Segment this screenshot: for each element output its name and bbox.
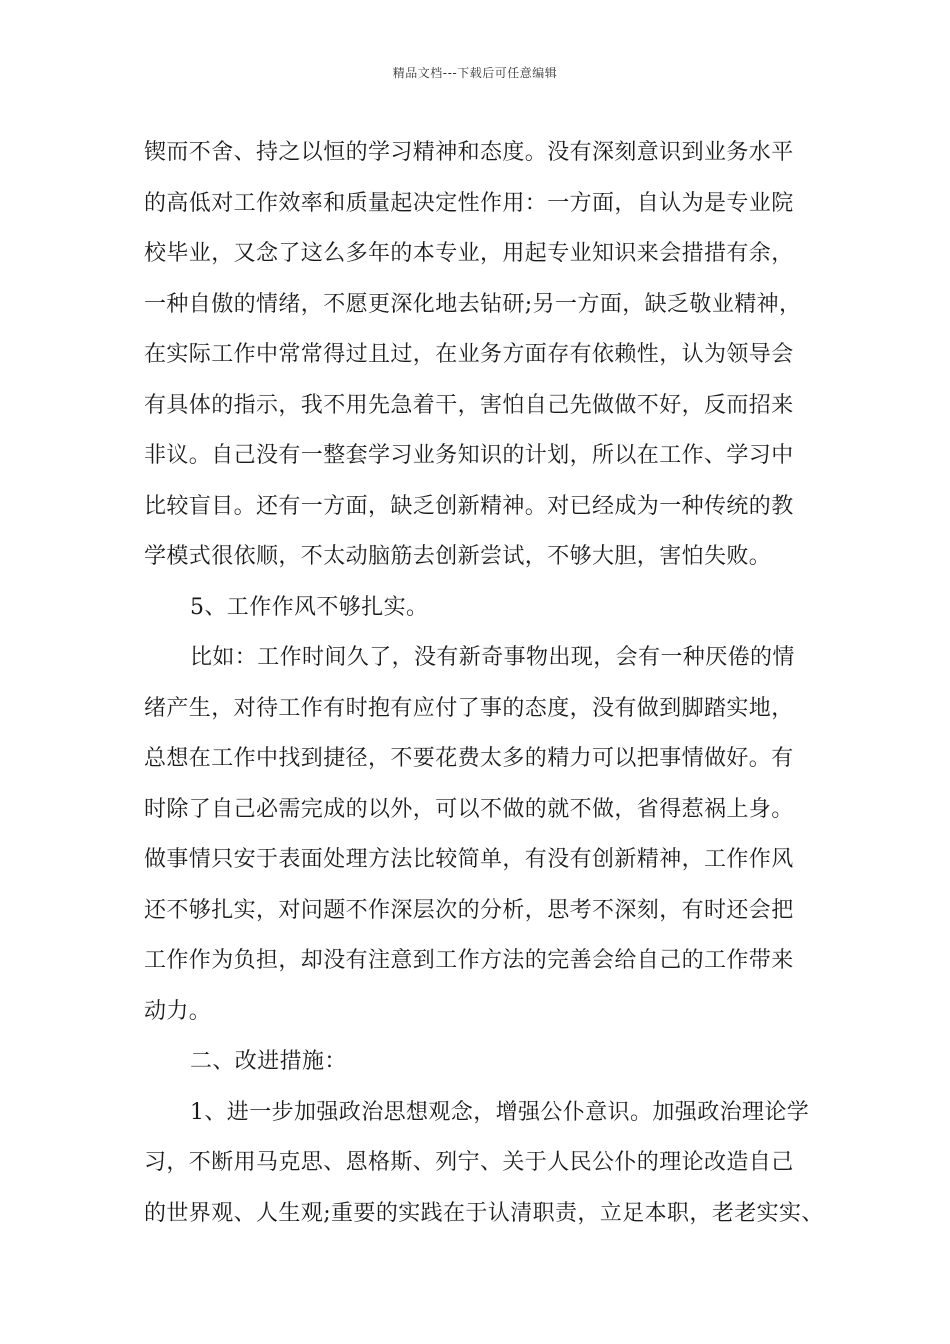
body-line: 一种自傲的情绪，不愿更深化地去钻研;另一方面，缺乏敬业精神， [144, 291, 802, 317]
body-line: 非议。自己没有一整套学习业务知识的计划，所以在工作、学习中 [144, 443, 794, 468]
body-line: 校毕业，又念了这么多年的本专业，用起专业知识来会措措有余， [144, 241, 794, 266]
body-line: 习，不断用马克思、恩格斯、列宁、关于人民公仆的理论改造自己 [144, 1150, 794, 1175]
section-heading: 二、改进措施： [190, 1049, 347, 1074]
body-line: 有具体的指示，我不用先急着干，害怕自己先做做不好，反而招来 [144, 392, 794, 418]
body-line: 绪产生，对待工作有时抱有应付了事的态度，没有做到脚踏实地， [144, 695, 794, 721]
body-line: 工作作为负担，却没有注意到工作方法的完善会给自己的工作带来 [144, 948, 794, 973]
paragraph-first-line: 1、进一步加强政治思想观念，增强公仆意识。加强政治理论学 [190, 1099, 810, 1125]
body-line: 动力。 [144, 998, 212, 1024]
body-line: 锲而不舍、持之以恒的学习精神和态度。没有深刻意识到业务水平 [144, 140, 794, 165]
page-header: 精品文档---下载后可任意编辑 [392, 66, 558, 80]
paragraph-first-line: 比如：工作时间久了，没有新奇事物出现，会有一种厌倦的情 [190, 645, 795, 670]
body-line: 的高低对工作效率和质量起决定性作用：一方面，自认为是专业院 [144, 190, 794, 216]
document-body [144, 128, 824, 1239]
body-line: 的世界观、人生观;重要的实践在于认清职责，立足本职，老老实实、 [144, 1200, 824, 1226]
body-line: 比较盲目。还有一方面，缺乏创新精神。对已经成为一种传统的教 [144, 493, 794, 519]
body-line: 还不够扎实，对问题不作深层次的分析，思考不深刻，有时还会把 [144, 897, 794, 923]
body-line: 总想在工作中找到捷径，不要花费太多的精力可以把事情做好。有 [144, 746, 794, 771]
section-heading: 5、工作作风不够扎实。 [190, 594, 429, 620]
body-line: 学模式很依顺，不太动脑筋去创新尝试，不够大胆，害怕失败。 [144, 544, 772, 569]
body-line: 做事情只安于表面处理方法比较简单，有没有创新精神，工作作风 [144, 847, 794, 872]
body-line: 时除了自己必需完成的以外，可以不做的就不做，省得惹祸上身。 [144, 796, 794, 822]
body-line: 在实际工作中常常得过且过，在业务方面存有依赖性，认为领导会 [144, 342, 794, 367]
